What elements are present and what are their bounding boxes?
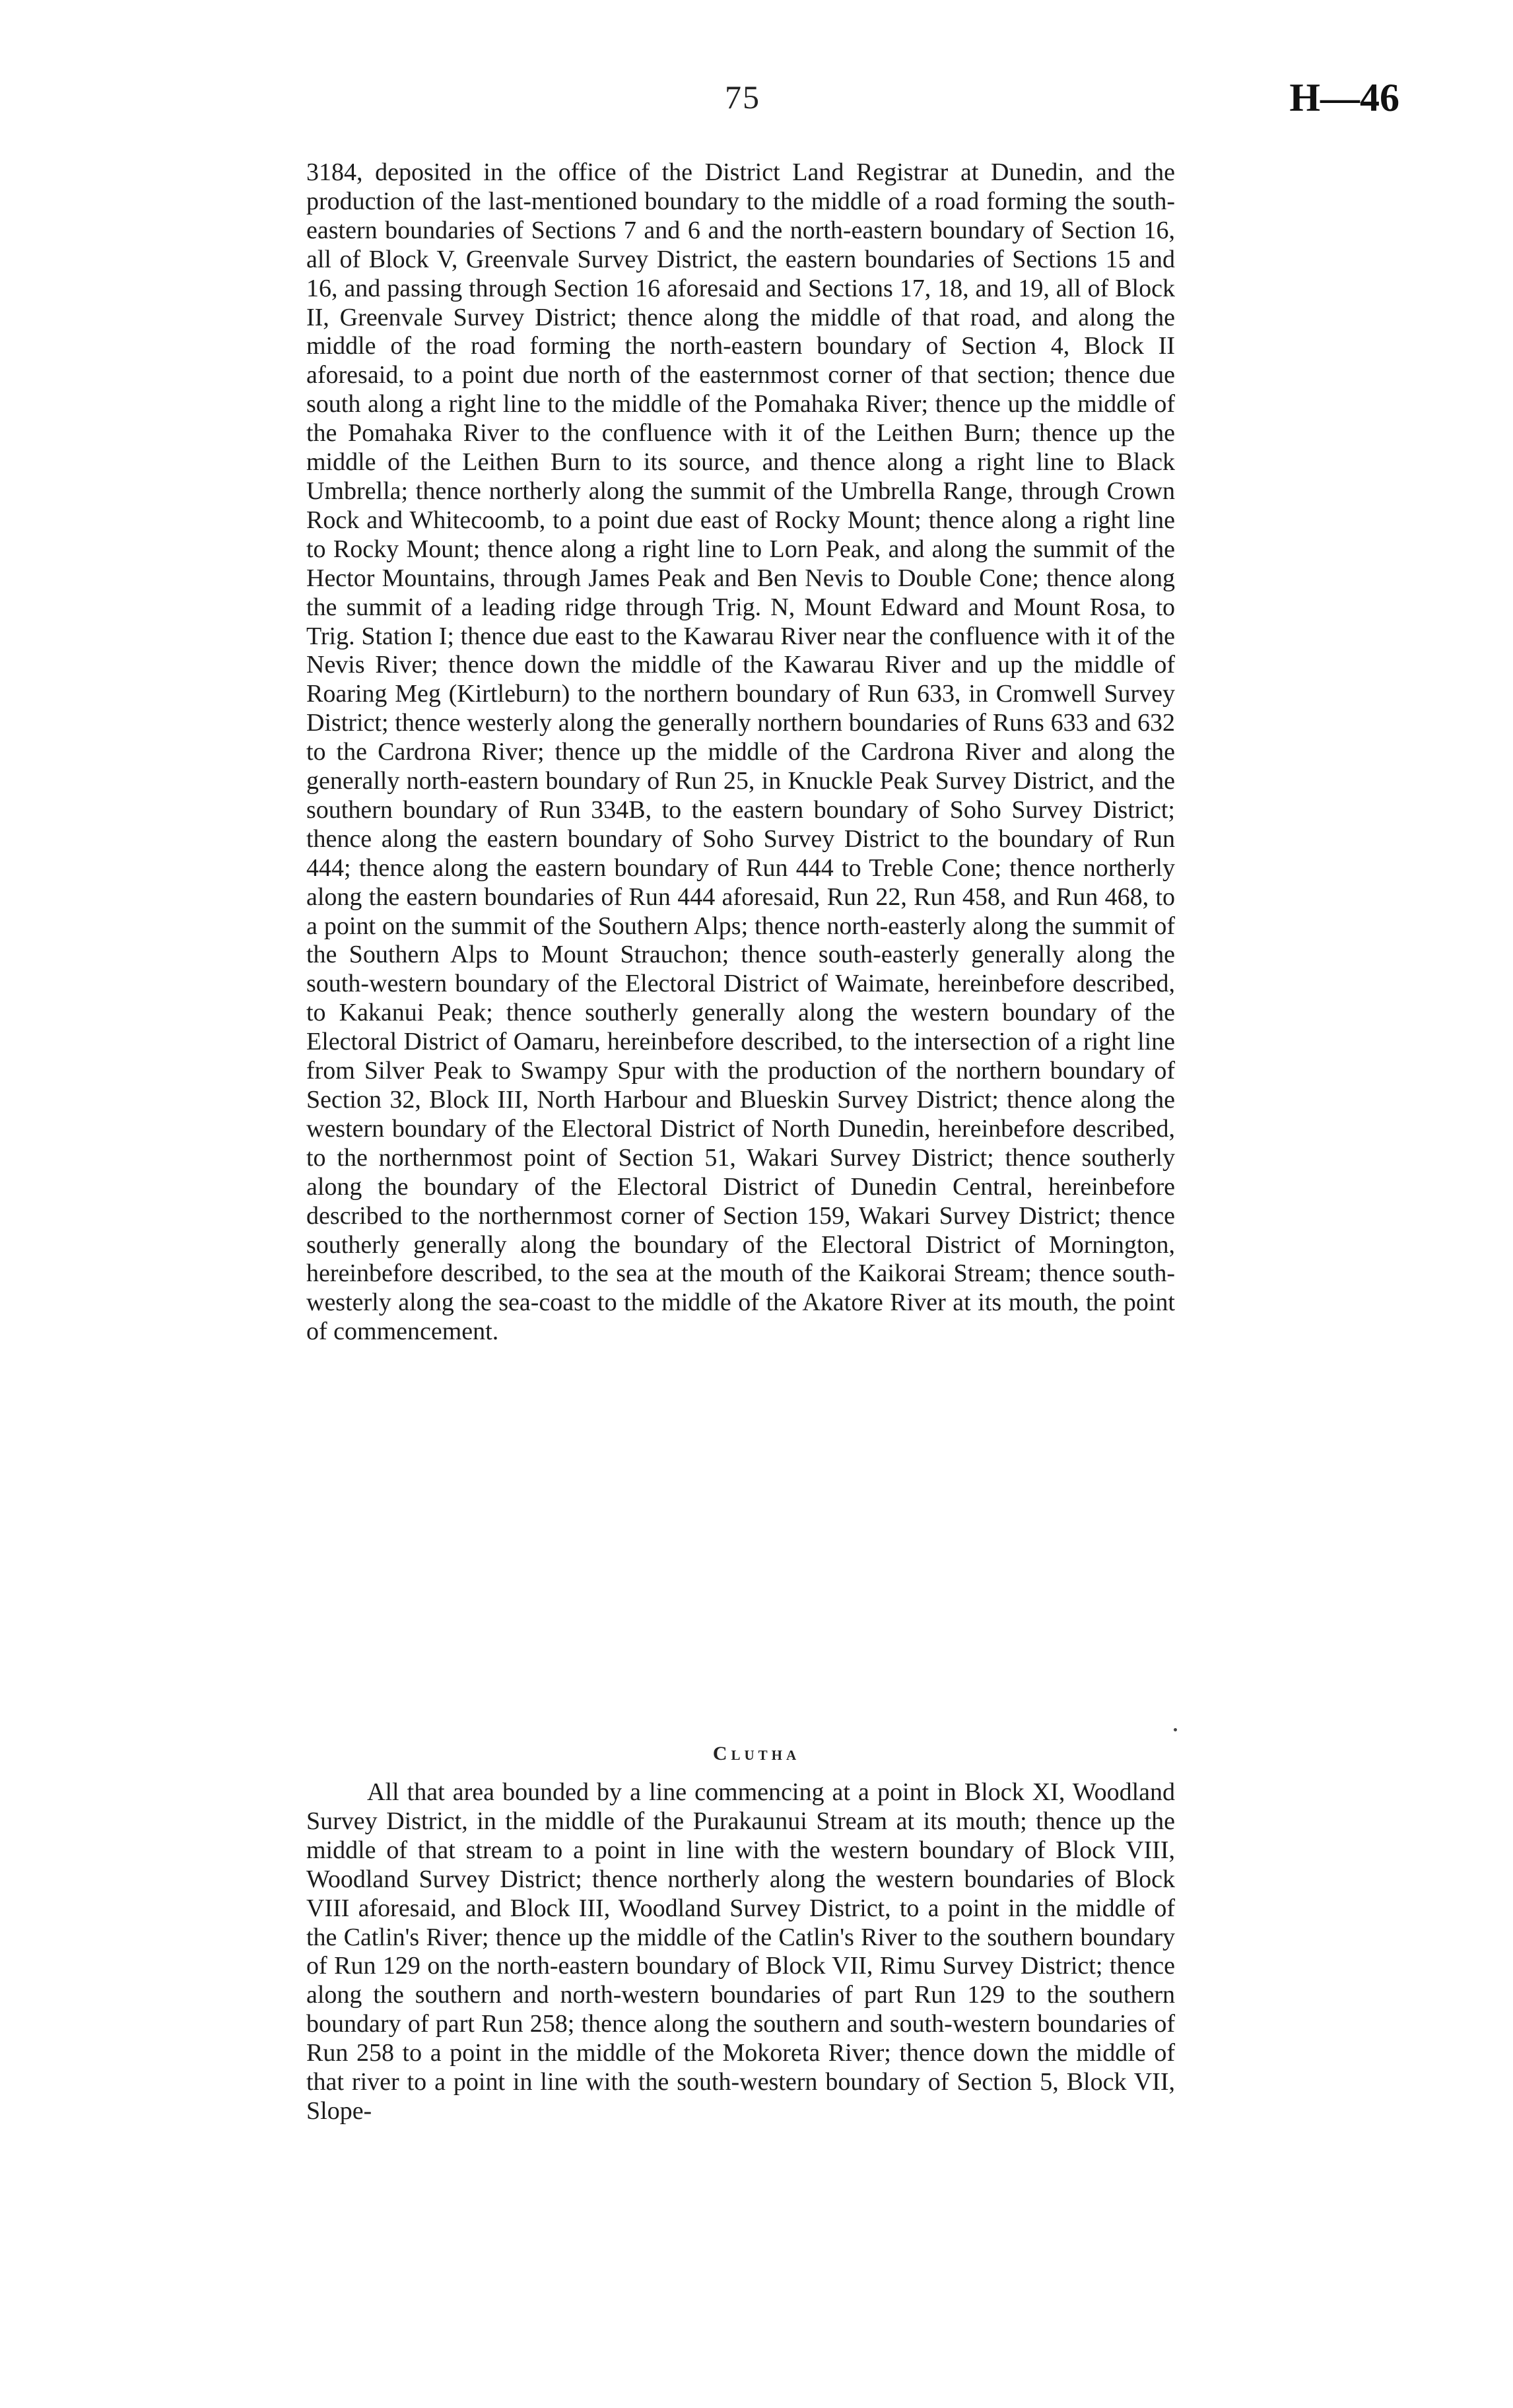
page-header <box>0 78 1513 131</box>
clutha-boundary-paragraph: All that area bounded by a line commencing at a point in Block XI, Woodland Survey District, in the middle of the Purakaunui Stream at its mouth; thence up the middle of that stream to a point in line with the western boundary of Block VIII, Woodland Survey District; thence northerly along the western boundaries of Block VIII aforesaid, and Block III, Woodland Survey District, to a point in the middle of the Catlin's River; thence up the middle of the Catlin's River to the southern boundary of Run 129 on the north-eastern boundary of Block VII, Rimu Survey District; thence along the southern and north-western boundaries of part Run 129 to the southern boundary of part Run 258; thence along the southern and south-western boundaries of Run 258 to a point in the middle of the Mokoreta River; thence down the middle of that river to a point in line with the south-western boundary of Section 5, Block VII, Slope- <box>306 1778 1175 2125</box>
page-number: 75 <box>725 79 760 116</box>
print-speck <box>1174 1728 1177 1731</box>
boundary-description-paragraph: 3184, deposited in the office of the District Land Registrar at Dunedin, and the production of the last-mentioned boundary to the middle of a road forming the south-eastern boundaries of Sections 7 and 6 and the north-eastern boundary of Section 16, all of Block V, Greenvale Survey District, the eastern boundaries of Sections 15 and 16, and passing through Section 16 aforesaid and Sections 17, 18, and 19, all of Block II, Greenvale Survey District; thence along the middle of that road, and along the middle of the road forming the north-eastern boundary of Section 4, Block II aforesaid, to a point due north of the easternmost corner of that section; thence due south along a right line to the middle of the Pomahaka River; thence up the middle of the Pomahaka River to the confluence with it of the Leithen Burn; thence up the middle of the Leithen Burn to its source, and thence along a right line to Black Umbrella; thence northerly along the summit of the Umbrella Range, through Crown Rock and Whitecoomb, to a point due east of Rocky Mount; thence along a right line to Rocky Mount; thence along a right line to Lorn Peak, and along the summit of the Hector Mountains, through James Peak and Ben Nevis to Double Cone; thence along the summit of a leading ridge through Trig. N, Mount Edward and Mount Rosa, to Trig. Station I; thence due east to the Kawarau River near the confluence with it of the Nevis River; thence down the middle of the Kawarau River and up the middle of Roaring Meg (Kirtleburn) to the northern boundary of Run 633, in Cromwell Survey District; thence westerly along the generally northern boundaries of Runs 633 and 632 to the Cardrona River; thence up the middle of the Cardrona River and along the generally north-eastern boundary of Run 25, in Knuckle Peak Survey District, and the southern boundary of Run 334B, to the eastern boundary of Soho Survey District; thence along the eastern boundary of Soho Survey District to the boundary of Run 444; thence along the eastern boundary of Run 444 to Treble Cone; thence northerly along the eastern boundaries of Run 444 aforesaid, Run 22, Run 458, and Run 468, to a point on the summit of the Southern Alps; thence north-easterly along the summit of the Southern Alps to Mount Strauchon; thence south-easterly generally along the south-western boundary of the Electoral District of Waimate, hereinbefore described, to Kakanui Peak; thence southerly generally along the western boundary of the Electoral District of Oamaru, hereinbefore described, to the intersection of a right line from Silver Peak to Swampy Spur with the production of the northern boundary of Section 32, Block III, North Harbour and Blueskin Survey District; thence along the western boundary of the Electoral District of North Dunedin, hereinbefore described, to the northernmost point of Section 51, Wakari Survey District; thence southerly along the boundary of the Electoral District of Dunedin Central, hereinbefore described to the northernmost corner of Section 159, Wakari Survey District; thence southerly generally along the boundary of the Electoral District of Mornington, hereinbefore described, to the sea at the mouth of the Kaikorai Stream; thence south-westerly along the sea-coast to the middle of the Akatore River at its mouth, the point of commencement. <box>306 158 1175 1346</box>
document-reference: H—46 <box>1289 76 1399 119</box>
section-heading-clutha: Clutha <box>712 1743 801 1764</box>
